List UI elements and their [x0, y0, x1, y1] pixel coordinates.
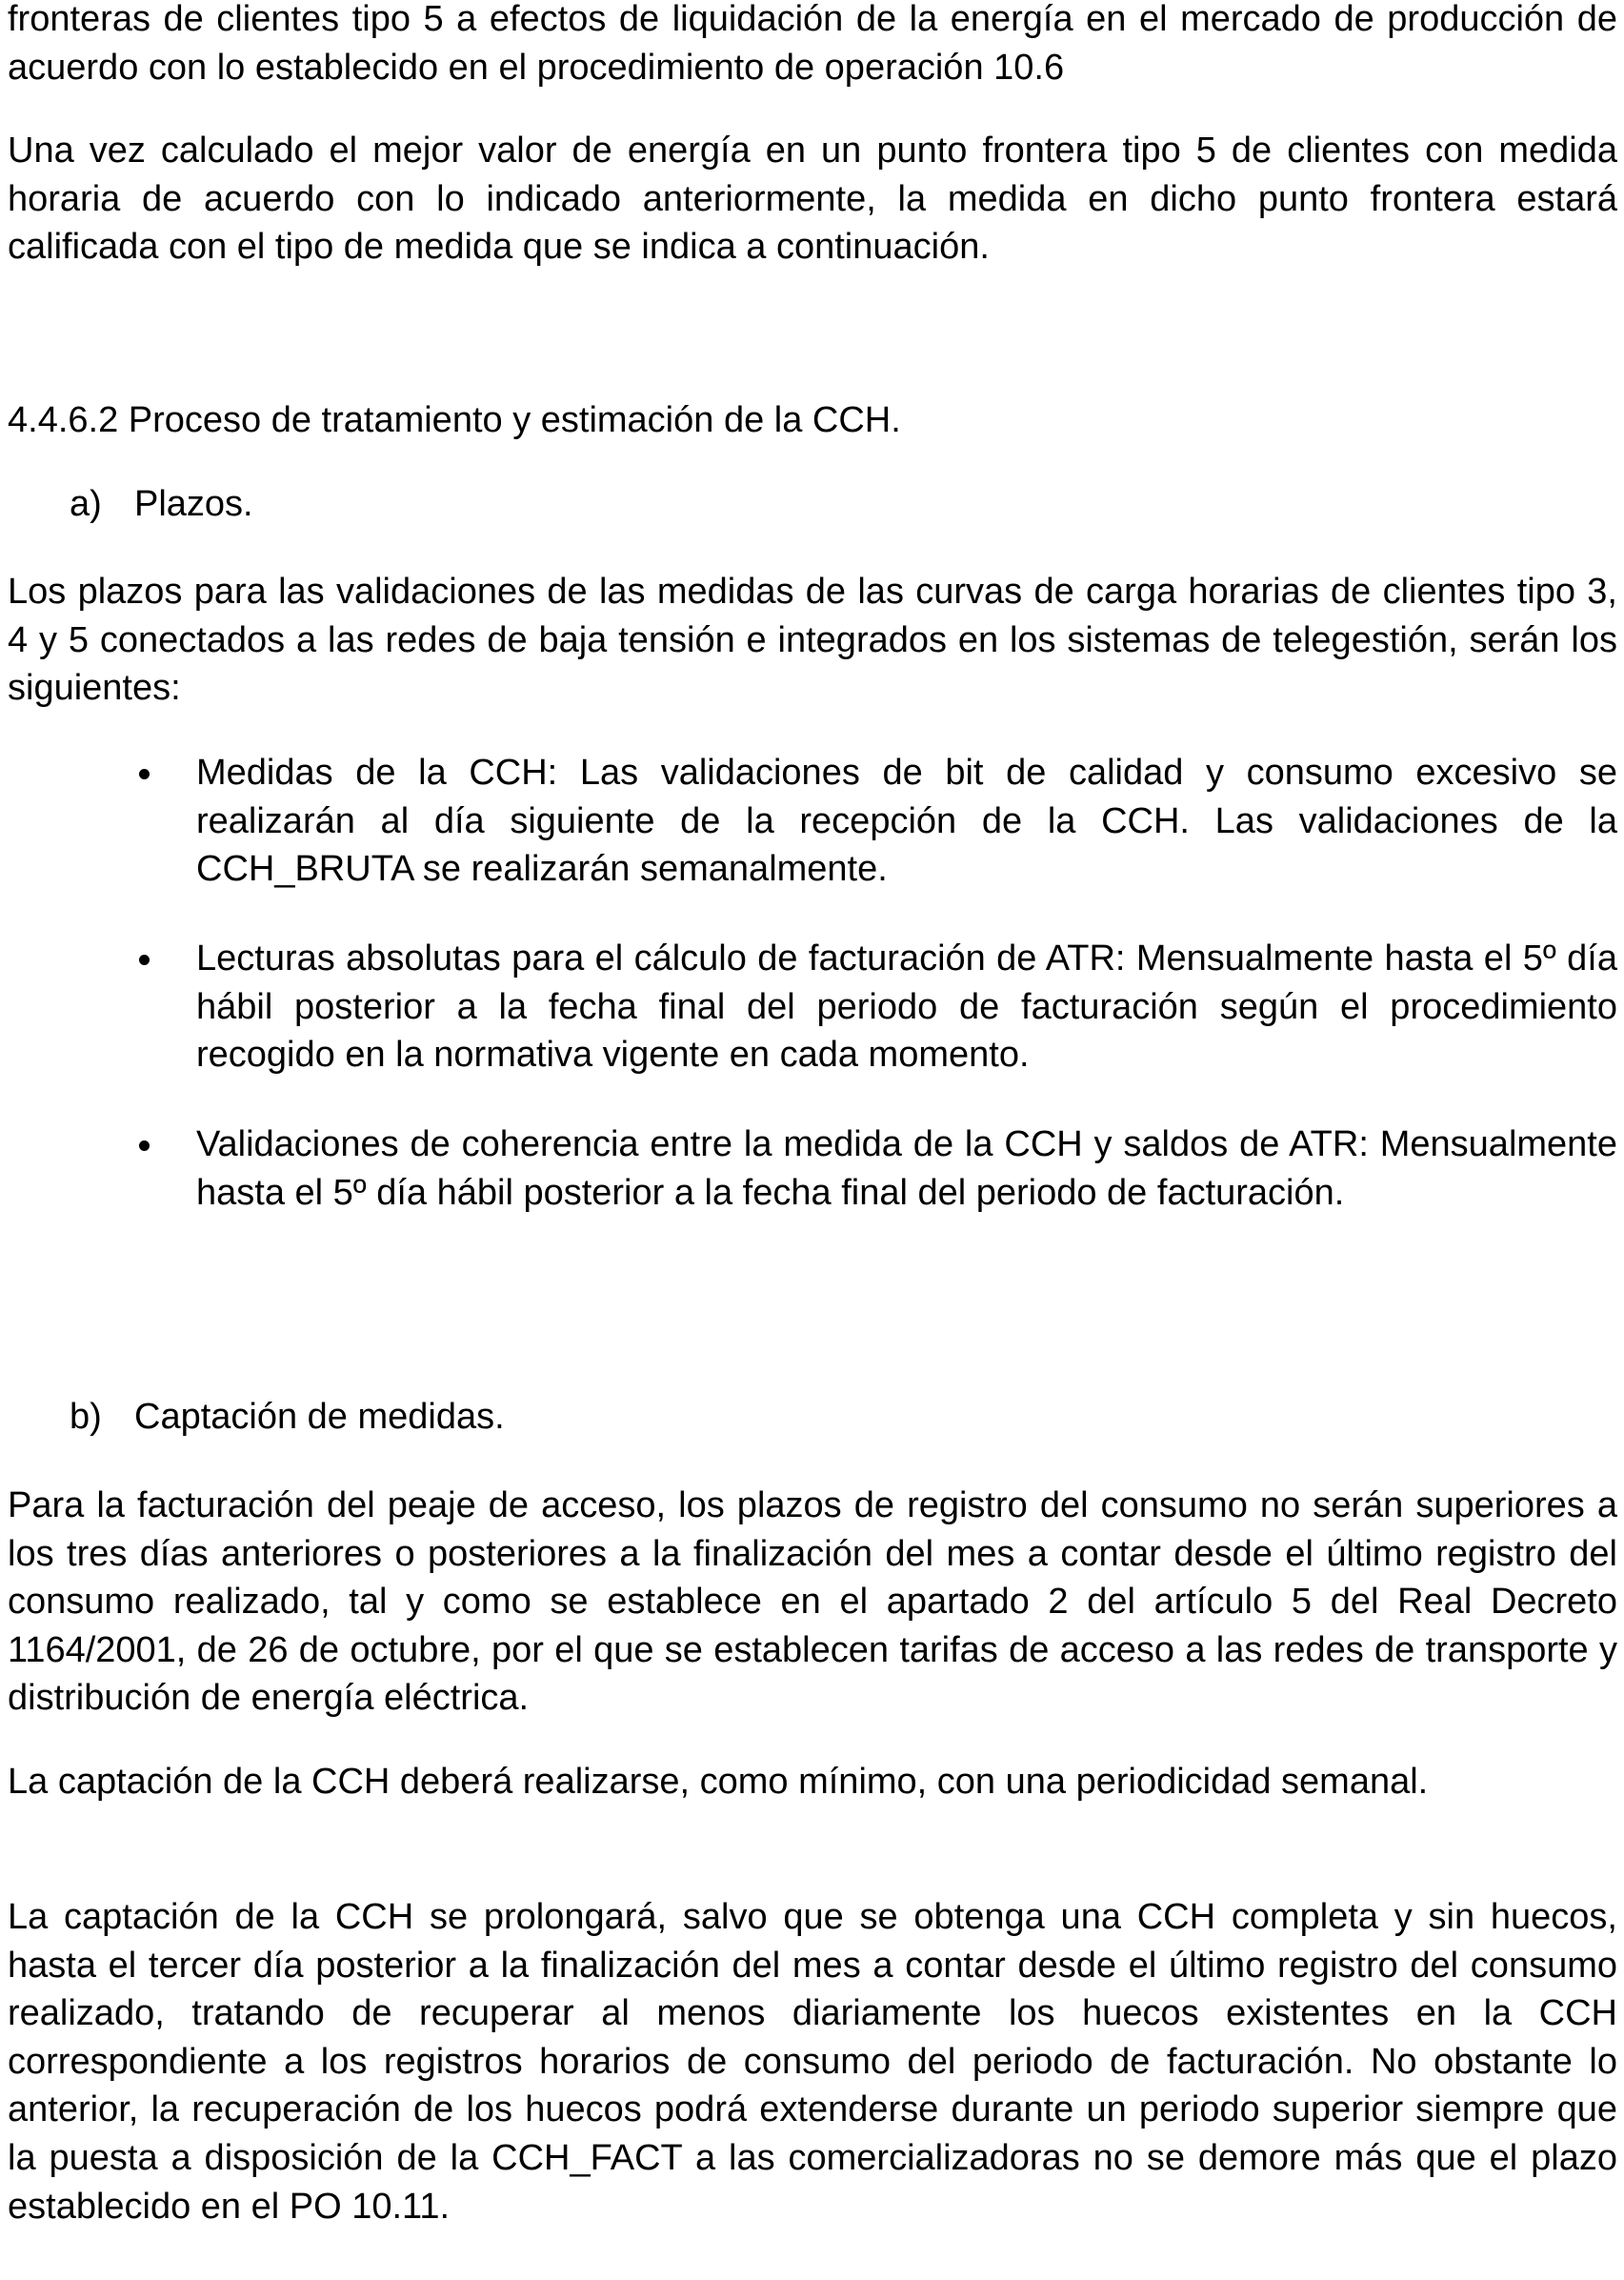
- paragraph-text: Los plazos para las validaciones de las medidas de las curvas de carga horarias de clientes tipo 3, 4 y 5 conectados a las redes de baja tensión e integrados en los sistemas de telegestión, serán los siguientes:: [8, 572, 1617, 709]
- paragraph-text: fronteras de clientes tipo 5 a efectos de liquidación de la energía en el mercado de producción de acuerdo con lo establecido en el procedimiento de operación 10.6: [8, 0, 1617, 88]
- bullet-icon: [139, 769, 150, 779]
- bullet-icon: [139, 955, 150, 965]
- section-heading: 4.4.6.2 Proceso de tratamiento y estimación de la CCH.: [8, 400, 901, 440]
- paragraph-facturacion: [8, 1482, 1617, 1723]
- paragraph-captacion-prolongacion: [8, 1893, 1617, 2230]
- subsection-a-heading: [70, 480, 253, 529]
- list-item: [196, 935, 1617, 1079]
- paragraph-text: La captación de la CCH deberá realizarse, como mínimo, con una periodicidad semanal.: [8, 1762, 1429, 1802]
- subsection-marker: a): [70, 484, 102, 524]
- paragraph-text: Para la facturación del peaje de acceso, los plazos de registro del consumo no serán superiores a los tres días anteriores o posteriores a la finalización del mes a contar desde el último registro del consumo realizado, tal y como se establece en el apartado 2 del artículo 5 del Real Decreto 1164/2001, de 26 de octubre, por el que se establecen tarifas de acceso a las redes de transporte y distribución de energía eléctrica.: [8, 1485, 1617, 1719]
- subsection-title: Captación de medidas.: [134, 1397, 505, 1437]
- paragraph-intro: [8, 0, 1617, 91]
- paragraph-plazos: [8, 568, 1617, 713]
- bullet-icon: [139, 1140, 150, 1151]
- paragraph-energy-value: [8, 127, 1617, 272]
- subsection-title: Plazos.: [134, 484, 253, 524]
- paragraph-captacion-semanal: [8, 1758, 1617, 1806]
- list-item-text: Validaciones de coherencia entre la medida de la CCH y saldos de ATR: Mensualmente hasta el 5º día hábil posterior a la fecha final del periodo de facturación.: [196, 1124, 1617, 1213]
- list-item: [196, 1120, 1617, 1217]
- subsection-b-heading: [70, 1393, 505, 1442]
- paragraph-text: La captación de la CCH se prolongará, salvo que se obtenga una CCH completa y sin huecos, hasta el tercer día posterior a la finalización del mes a contar desde el último registro del consumo realizado, tratando de recuperar al menos diariamente los huecos existentes en la CCH correspondiente a los registros horarios de consumo del periodo de facturación. No obstante lo anterior, la recuperación de los huecos podrá extenderse durante un periodo superior siempre que la puesta a disposición de la CCH_FACT a las comercializadoras no se demore más que el plazo establecido en el PO 10.11.: [8, 1897, 1617, 2227]
- paragraph-text: Una vez calculado el mejor valor de energía en un punto frontera tipo 5 de clientes con medida horaria de acuerdo con lo indicado anteriormente, la medida en dicho punto frontera estará calificada con el tipo de medida que se indica a continuación.: [8, 131, 1617, 268]
- list-item-text: Medidas de la CCH: Las validaciones de bit de calidad y consumo excesivo se realizarán al día siguiente de la recepción de la CCH. Las validaciones de la CCH_BRUTA se realizarán semanalmente.: [196, 753, 1617, 890]
- list-item-text: Lecturas absolutas para el cálculo de facturación de ATR: Mensualmente hasta el 5º día hábil posterior a la fecha final del periodo de facturación según el procedimiento recogido en la normativa vigente en cada momento.: [196, 938, 1617, 1076]
- list-item: [196, 749, 1617, 894]
- subsection-marker: b): [70, 1397, 102, 1437]
